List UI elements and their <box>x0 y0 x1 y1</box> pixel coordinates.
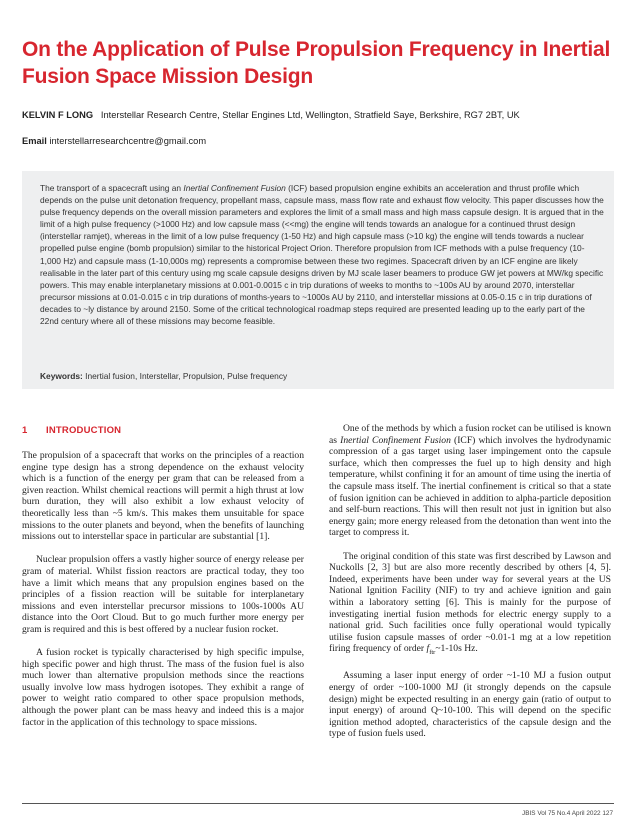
author-name: KELVIN F LONG <box>22 110 94 120</box>
paper-title: On the Application of Pulse Propulsion Frequency in Inertial Fusion Space Mission Design <box>22 38 611 88</box>
email-label: Email <box>22 136 47 146</box>
right-column <box>329 423 611 740</box>
email-address[interactable]: interstellarresearchcentre@gmail.com <box>49 136 207 146</box>
footer-divider <box>22 803 614 804</box>
p5-freq-end: ~1-10s Hz. <box>435 643 478 655</box>
section-heading <box>22 425 304 436</box>
section-title: INTRODUCTION <box>46 425 122 436</box>
p4-start: One of the methods by which a fusion rocket can be utilised is known as <box>329 423 611 446</box>
p5-body: The original condition of this state was first described by Lawson and Nuckolls [2, 3] but are also more recently described by others [4, 5]. Indeed, experiments have been under way for several years at the US National Ignition Facility (NIF) to try and achieve ignition and gain within a laboratory setting [6]. This is mainly for the purpose of investigating inertial fusion methods for electric energy supply to a national grid. Such facilities once fully operational would typically utilise fusion capsule masses of order ~0.01-1 mg at a low repetition firing <box>329 550 611 655</box>
section-number: 1 <box>22 425 28 436</box>
keywords-label: Keywords: <box>40 371 83 381</box>
p5-freq-start: frequency of order <box>352 643 427 655</box>
p4-body: (ICF) which involves the hydrodynamic compression of a gas target using laser impingement onto the capsule surface, which then compresses the fuel up to high density and high temperature, whilst confining it for an amount of time using the inertia of the capsule mass itself. The inertial confinement is critical so that a state of fusion ignition can be achieved in addition to alpha-particle deposition and self-burn reactions. This will then result not just in ignition but also energy gain; more energy released from the detonation than went into the target to compress it. <box>329 434 612 539</box>
abstract-start: The transport of a spacecraft using an <box>40 183 184 193</box>
intro-paragraph-1: The propulsion of a spacecraft that works on the principles of a reaction engine type design has a strong dependence on the exhaust velocity which is a function of the energy per gram that can be released from a given reaction. Whilst chemical reactions will permit a high thrust at low burn duration, they will also exhibit a low exhaust velocity of theoretically less than ~5 km/s. This makes them unsuitable for space missions to the outer planets and beyond, when the benefits of launching missions out to interstellar space in particular are substantial [1]. <box>22 450 304 543</box>
intro-paragraph-4 <box>329 423 611 539</box>
author-affiliation: Interstellar Research Centre, Stellar Engines Ltd, Wellington, Stratfield Saye, Berkshire, RG7 2BT, UK <box>100 110 520 120</box>
author-line <box>22 110 617 120</box>
intro-paragraph-3: A fusion rocket is typically characterised by high specific impulse, high specific power and high thrust. The mass of the fusion fuel is also much lower than alternative propulsion methods since the reactions usually involve low mass hydrogen isotopes. They exhibit a range of power to weight ratio compared to other space propulsion methods, although the power plant can be mass heavy and indeed this is a major factor in the application of this technology to space missions. <box>22 647 304 728</box>
keywords-list: Inertial fusion, Interstellar, Propulsion, Pulse frequency <box>85 371 288 381</box>
intro-paragraph-2: Nuclear propulsion offers a vastly higher source of energy release per gram of material. Whilst fission reactors are practical today, they too have a limit which means that any propulsion engines based on the principles of a fission reaction will be suitable for interplanetary missions and even interstellar precursor missions to 100s-1000s AU distance into the Oort Cloud. But to go much further more energy per gram is required and this is best offered by a nuclear fusion rocket. <box>22 554 304 635</box>
journal-footer: JBIS Vol 75 No.4 April 2022 127 <box>522 810 613 817</box>
abstract-body: (ICF) based propulsion engine exhibits an acceleration and thrust profile which depends on the pulse unit detonation frequency, propellant mass, capsule mass, mass flow rate and exhaust flow velocity. This paper discusses how the pulse frequency depends on the overall mission parameters and explores the limit of a small mass and high mass capsule design. It is argued that in the limit of a high pulse frequency (>1000 Hz) and low capsule mass (<<mg) the engine will tends towards an analogue for a continued thrust design (interstellar ramjet), whereas in the limit of a low pulse frequency (1-50 Hz) and high capsule mass (>10 kg) the engine will tends towards a nuclear propelled pulse engine (bomb propulsion) similar to the historical Project Orion. Therefore propulsion from ICF methods with a pulse frequency (10-1,000 Hz) and capsule mass (1-10,000s mg) represents a compromise between these two regimes. Spacecraft driven by an ICF engine are likely realisable in the later part of this century using mg scale capsule designs driven by MJ scale laser beamers to produce GW jet powers at MW/kg specific powers. This may enable interplanetary missions at 0.001-0.0015 c in trip durations of weeks to months to ~100s AU by around 2070, interstellar precursor missions at 0.01-0.015 c in trip durations of months-years to ~1000s AU by 2110, and interstellar missions at 0.05-0.15 c in trip durations of decades to ~ly distance by around 2150. Some of the critical technological roadmap steps required are presented leading up to the early part of the 22nd century where all of these missions may become feasible. <box>40 183 604 327</box>
p5-freq-subscript: ftr <box>429 649 436 657</box>
p4-icf-term: Inertial Confinement Fusion <box>340 434 451 446</box>
left-column <box>22 425 304 728</box>
intro-paragraph-6: Assuming a laser input energy of order ~1-10 MJ a fusion output energy of order ~100-1000 MJ (it strongly depends on the capsule design) might be expected resulting in an energy gain (ratio of output to input energy) of around Q~10-100. This will depend on the specific ignition method adopted, characteristics of the capsule design and the type of fusion fuels used. <box>329 670 611 740</box>
p5-freq-symbol: f <box>426 643 430 655</box>
email-line <box>22 136 206 146</box>
abstract-text <box>40 182 605 327</box>
abstract-box <box>22 171 614 389</box>
intro-paragraph-5 <box>329 551 611 659</box>
abstract-icf-term: Inertial Confinement Fusion <box>183 183 286 193</box>
keywords <box>40 371 600 381</box>
